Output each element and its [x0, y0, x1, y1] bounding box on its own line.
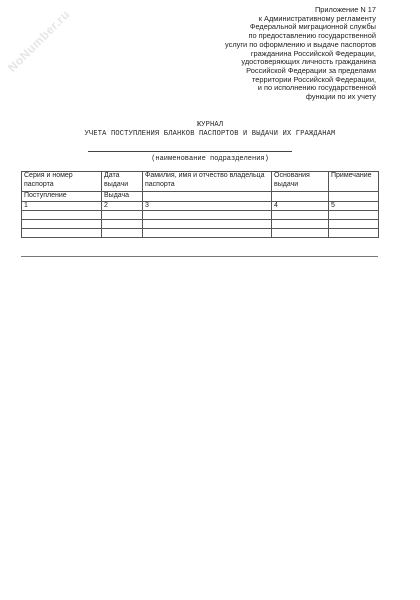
appendix-note — [186, 6, 376, 102]
column-number: 3 — [143, 201, 272, 211]
column-number: 5 — [329, 201, 379, 211]
table-row — [22, 229, 379, 238]
table-cell — [102, 211, 143, 220]
subheader-cell: Выдача — [102, 192, 143, 202]
column-number: 4 — [272, 201, 329, 211]
table-cell — [143, 229, 272, 238]
column-number: 2 — [102, 201, 143, 211]
bottom-rule — [21, 256, 378, 257]
journal-table — [21, 171, 379, 238]
table-cell — [272, 192, 329, 202]
appendix-line: Федеральной миграционной службы — [249, 22, 376, 32]
table-cell — [272, 229, 329, 238]
header-cell: Примечание — [329, 172, 379, 192]
appendix-line: функции по их учету — [305, 92, 376, 102]
appendix-line: по предоставлению государственной — [248, 31, 376, 41]
column-number: 1 — [22, 201, 102, 211]
appendix-line: и по исполнению государственной — [257, 83, 376, 93]
subheader-cell: Поступление — [22, 192, 102, 202]
appendix-line: Приложение N 17 — [314, 5, 376, 14]
table-cell — [329, 192, 379, 202]
table-cell — [272, 220, 329, 229]
appendix-line: услуги по оформлению и выдаче паспортов — [225, 39, 376, 49]
table-number-row — [22, 201, 379, 211]
table-cell — [329, 229, 379, 238]
appendix-line: удостоверяющих личность гражданина — [241, 57, 376, 67]
table-cell — [143, 192, 272, 202]
department-underline — [88, 151, 292, 152]
table-subheader-row — [22, 192, 379, 202]
header-cell: Серия и номер паспорта — [22, 172, 102, 192]
table-cell — [22, 220, 102, 229]
table-cell — [102, 229, 143, 238]
header-cell: Фамилия, имя и отчество владельца паспорта — [143, 172, 272, 192]
table-cell — [329, 211, 379, 220]
watermark: NoNumber.ru — [4, 7, 73, 75]
table-cell — [22, 211, 102, 220]
journal-subtitle: УЧЕТА ПОСТУПЛЕНИЯ БЛАНКОВ ПАСПОРТОВ И ВЫДАЧИ ИХ ГРАЖДАНАМ — [84, 130, 336, 138]
appendix-line: территории Российской Федерации, — [251, 74, 376, 84]
department-caption: (наименование подразделения) — [151, 155, 269, 163]
appendix-line: гражданина Российской Федерации, — [250, 48, 376, 58]
table-cell — [102, 220, 143, 229]
table-cell — [329, 220, 379, 229]
table-cell — [143, 220, 272, 229]
table-cell — [272, 211, 329, 220]
header-cell: Основания выдачи — [272, 172, 329, 192]
appendix-line: к Административному регламенту — [258, 13, 376, 23]
table-cell — [143, 211, 272, 220]
journal-title: ЖУРНАЛ — [196, 121, 224, 129]
table-header-row — [22, 172, 379, 192]
appendix-line: Российской Федерации за пределами — [246, 65, 376, 75]
header-cell: Дата выдачи — [102, 172, 143, 192]
table-row — [22, 220, 379, 229]
table-row — [22, 211, 379, 220]
table-cell — [22, 229, 102, 238]
